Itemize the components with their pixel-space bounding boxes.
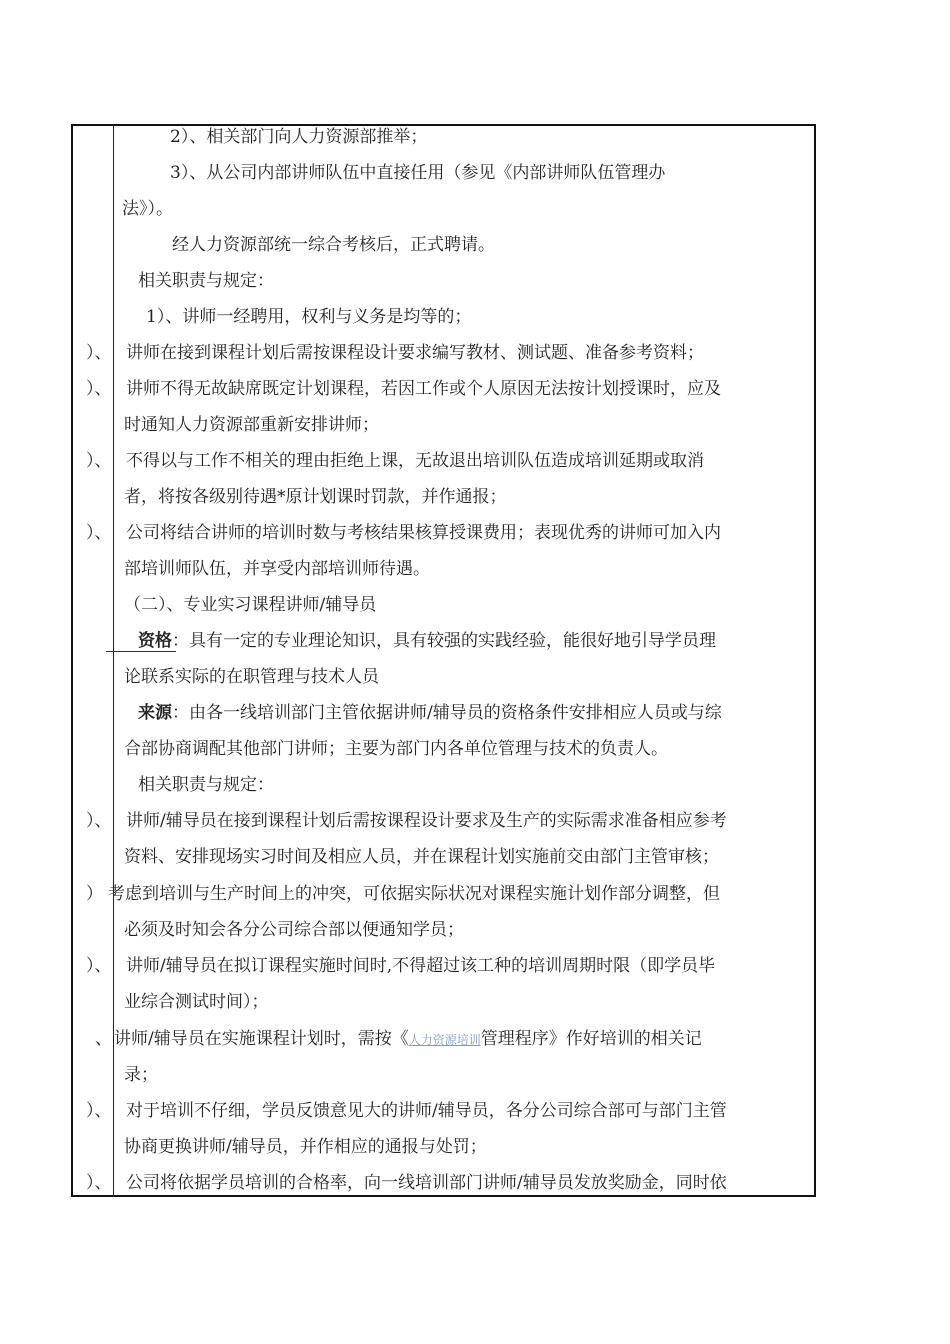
text-line: 讲师/辅导员在拟订课程实施时间时,不得超过该工种的培训周期时限（即学员毕 bbox=[126, 956, 716, 976]
list-marker: ）、 bbox=[86, 1173, 112, 1193]
text-line: 1）、讲师一经聘用，权利与义务是均等的； bbox=[146, 307, 472, 327]
text-line: 讲师/辅导员在接到课程计划后需按课程设计要求及生产的实际需求准备相应参考 bbox=[126, 811, 727, 831]
text-segment: 讲师/辅导员在实施课程计划时，需按《 bbox=[114, 1029, 409, 1049]
text-line bbox=[138, 631, 716, 651]
text-line: 讲师在接到课程计划后需按课程设计要求编写教材、测试题、准备参考资料； bbox=[126, 343, 704, 363]
text-line: 部培训师队伍，并享受内部培训师待遇。 bbox=[124, 559, 430, 579]
list-marker: ）、 bbox=[86, 379, 112, 399]
text-line bbox=[138, 703, 722, 723]
text-line: 时通知人力资源部重新安排讲师； bbox=[124, 415, 379, 435]
text-line: 经人力资源部统一综合考核后，正式聘请。 bbox=[172, 235, 495, 255]
text-line: 不得以与工作不相关的理由拒绝上课，无故退出培训队伍造成培训延期或取消 bbox=[126, 451, 704, 471]
text-line: 录； bbox=[124, 1065, 158, 1085]
text-line: 法》）。 bbox=[122, 199, 173, 219]
list-marker: ） bbox=[86, 884, 103, 904]
list-marker: ）、 bbox=[86, 956, 112, 976]
text-line: 协商更换讲师/辅导员，并作相应的通报与处罚； bbox=[124, 1137, 487, 1157]
section-heading: （二）、专业实习课程讲师/辅导员 bbox=[124, 595, 377, 615]
source-label: 来源 bbox=[138, 703, 172, 723]
text-line: 讲师不得无故缺席既定计划课程，若因工作或个人原因无法按计划授课时，应及 bbox=[126, 379, 721, 399]
list-marker: ）、 bbox=[86, 451, 112, 471]
list-marker: 、 bbox=[95, 1029, 112, 1049]
stray-underline bbox=[106, 651, 176, 652]
text-line: 相关职责与规定： bbox=[138, 775, 274, 795]
qualification-text: ：具有一定的专业理论知识，具有较强的实践经验，能很好地引导学员理 bbox=[172, 631, 716, 651]
hr-training-link[interactable]: 人力资源培训 bbox=[408, 1033, 481, 1047]
text-line: 业综合测试时间）； bbox=[124, 992, 269, 1012]
text-line: 对于培训不仔细，学员反馈意见大的讲师/辅导员，各分公司综合部可与部门主管 bbox=[126, 1101, 727, 1121]
text-line: 论联系实际的在职管理与技术人员 bbox=[124, 667, 379, 687]
text-line bbox=[114, 1029, 702, 1050]
list-marker: ）、 bbox=[86, 523, 112, 543]
text-line: 公司将结合讲师的培训时数与考核结果核算授课费用；表现优秀的讲师可加入内 bbox=[126, 523, 721, 543]
text-line: 相关职责与规定： bbox=[138, 271, 274, 291]
text-line: 资料、安排现场实习时间及相应人员，并在课程计划实施前交由部门主管审核； bbox=[124, 847, 719, 867]
text-line: 者，将按各级别待遇*原计划课时罚款，并作通报； bbox=[124, 487, 507, 507]
list-marker: ）、 bbox=[86, 1101, 112, 1121]
text-line: 考虑到培训与生产时间上的冲突，可依据实际状况对课程实施计划作部分调整，但 bbox=[108, 884, 720, 904]
text-segment: 管理程序》作好培训的相关记 bbox=[480, 1029, 702, 1049]
list-marker: ）、 bbox=[86, 811, 112, 831]
source-text: ：由各一线培训部门主管依据讲师/辅导员的资格条件安排相应人员或与综 bbox=[172, 703, 722, 723]
text-line: 合部协商调配其他部门讲师；主要为部门内各单位管理与技术的负责人。 bbox=[124, 739, 668, 759]
list-marker: ）、 bbox=[86, 343, 112, 363]
qualification-label: 资格 bbox=[138, 631, 172, 651]
text-line: 3）、从公司内部讲师队伍中直接任用（参见《内部讲师队伍管理办 bbox=[170, 163, 666, 183]
text-line: 2）、相关部门向人力资源部推举； bbox=[170, 127, 428, 147]
text-line: 公司将依据学员培训的合格率，向一线培训部门讲师/辅导员发放奖励金，同时依 bbox=[126, 1173, 727, 1193]
text-line: 必须及时知会各分公司综合部以便通知学员； bbox=[124, 920, 464, 940]
